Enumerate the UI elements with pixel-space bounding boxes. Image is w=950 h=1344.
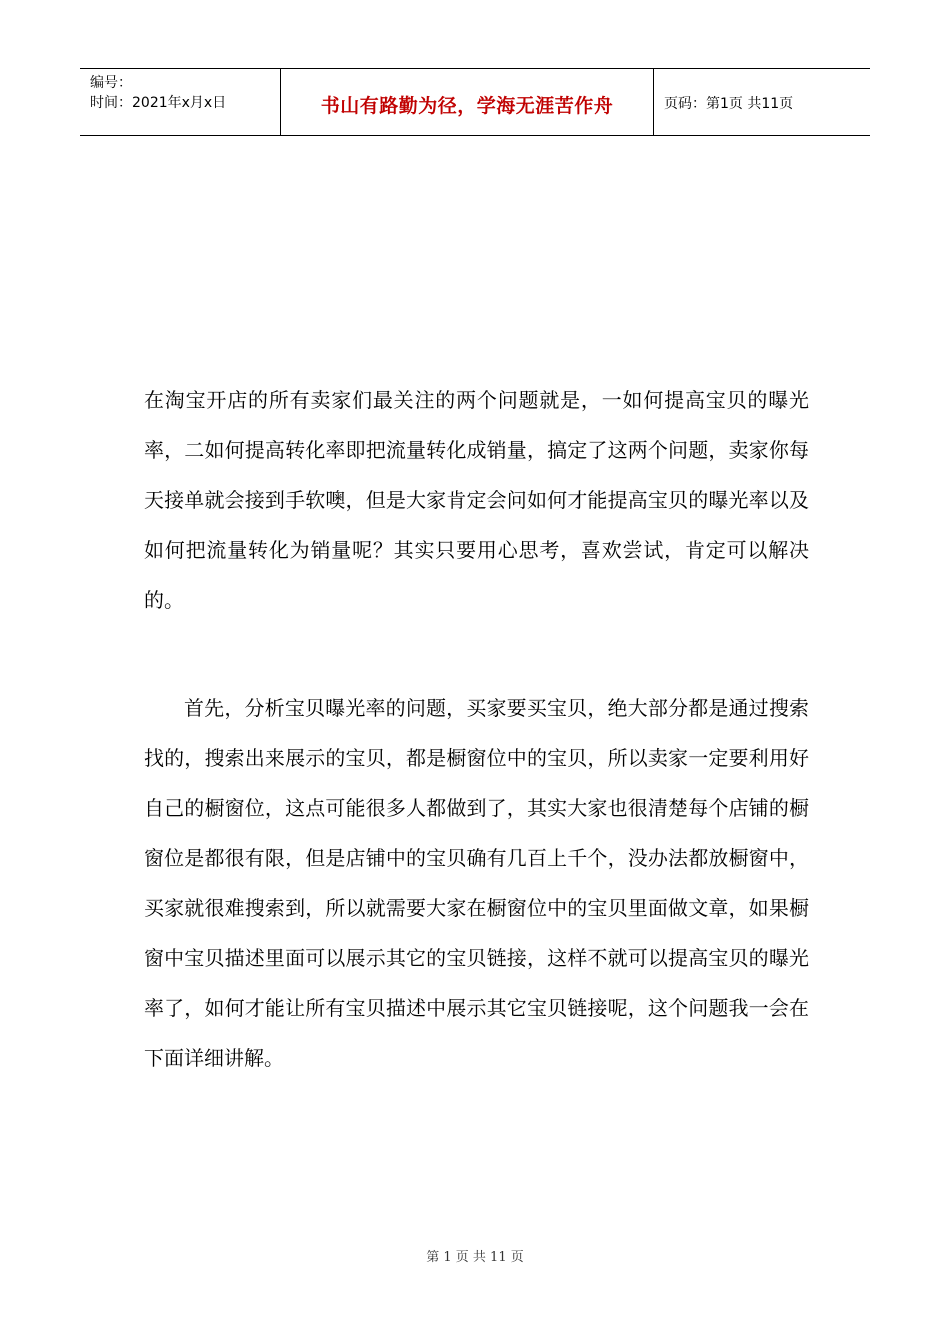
- header-motto: 书山有路勤为径，学海无涯苦作舟: [281, 69, 654, 135]
- document-header: [80, 68, 870, 136]
- page-footer: 第 1 页 共 11 页: [426, 1250, 524, 1265]
- date-label: 时间：2021年x月x日: [90, 95, 227, 111]
- body-paragraph-1: 在淘宝开店的所有卖家们最关注的两个问题就是，一如何提高宝贝的曝光率，二如何提高转化率即把流量转化成销量，搞定了这两个问题，卖家你每天接单就会接到手软噢，但是大家肯定会问如何才能提高宝贝的曝光率以及如何把流量转化为销量呢？其实只要用心思考，喜欢尝试，肯定可以解决的。: [144, 388, 809, 612]
- body-paragraph-2: 首先，分析宝贝曝光率的问题，买家要买宝贝，绝大部分都是通过搜索找的，搜索出来展示的宝贝，都是橱窗位中的宝贝，所以卖家一定要利用好自己的橱窗位，这点可能很多人都做到了，其实大家也很清楚每个店铺的橱窗位是都很有限，但是店铺中的宝贝确有几百上千个，没办法都放橱窗中，买家就很难搜索到，所以就需要大家在橱窗位中的宝贝里面做文章，如果橱窗中宝贝描述里面可以展示其它的宝贝链接，这样不就可以提高宝贝的曝光率了，如何才能让所有宝贝描述中展示其它宝贝链接呢，这个问题我一会在下面详细讲解。: [144, 696, 809, 1070]
- document-body: [144, 375, 809, 1083]
- header-meta-cell: [80, 69, 281, 135]
- number-label: 编号：: [90, 75, 132, 91]
- header-page-info: 页码：第1页 共11页: [664, 96, 794, 112]
